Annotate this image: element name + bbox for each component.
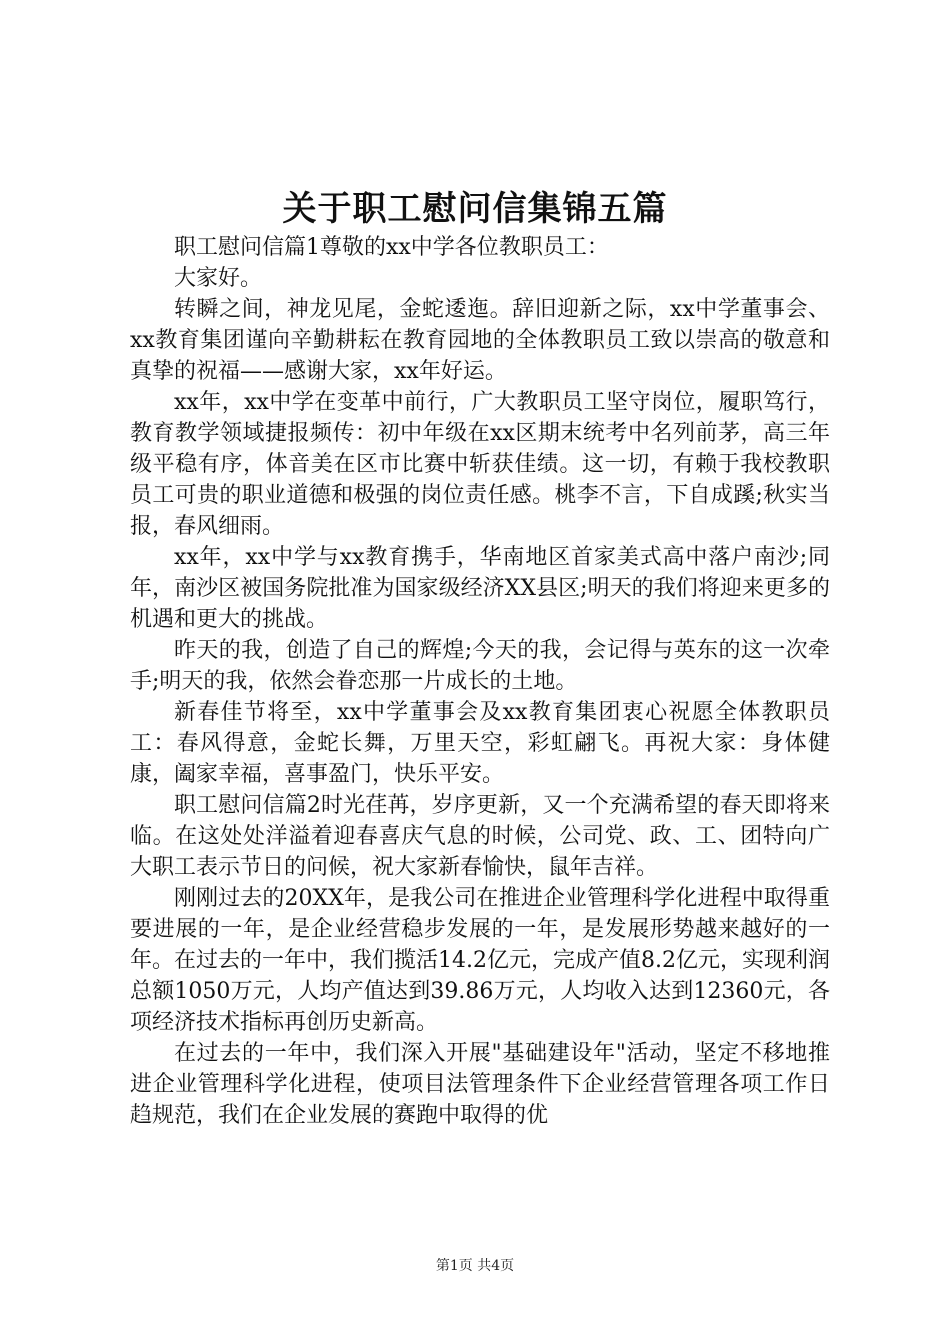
paragraph: xx年，xx中学在变革中前行，广大教职员工坚守岗位，履职笃行，教育教学领域捷报频传：初中年级在xx区期末统考中名列前茅，高三年级平稳有序，体音美在区市比赛中斩获佳绩。这一切，有赖于我校教职员工可贵的职业道德和极强的岗位责任感。桃李不言，下自成蹊;秋实当报，春风细雨。 [130, 390, 830, 539]
paragraph: xx年，xx中学与xx教育携手，华南地区首家美式高中落户南沙;同年，南沙区被国务院批准为国家级经济XX县区;明天的我们将迎来更多的机遇和更大的挑战。 [130, 545, 830, 632]
paragraph: 在过去的一年中，我们深入开展"基础建设年"活动，坚定不移地推进企业管理科学化进程，使项目法管理条件下企业经营管理各项工作日趋规范，我们在企业发展的赛跑中取得的优 [130, 1041, 830, 1128]
paragraph: 转瞬之间，神龙见尾，金蛇逶迤。辞旧迎新之际，xx中学董事会、xx教育集团谨向辛勤耕耘在教育园地的全体教职员工致以崇高的敬意和真挚的祝福——感谢大家，xx年好运。 [130, 297, 830, 384]
document-body [130, 232, 830, 1131]
paragraph: 新春佳节将至，xx中学董事会及xx教育集团衷心祝愿全体教职员工：春风得意，金蛇长舞，万里天空，彩虹翩飞。再祝大家：身体健康，阖家幸福，喜事盈门，快乐平安。 [130, 700, 830, 787]
paragraph: 大家好。 [174, 266, 263, 291]
document-title: 关于职工慰问信集锦五篇 [282, 189, 668, 229]
paragraph: 职工慰问信篇2时光荏苒，岁序更新，又一个充满希望的春天即将来临。在这处处洋溢着迎春喜庆气息的时候，公司党、政、工、团特向广大职工表示节日的问候，祝大家新春愉快，鼠年吉祥。 [130, 793, 830, 880]
paragraph: 昨天的我，创造了自己的辉煌;今天的我，会记得与英东的这一次牵手;明天的我，依然会眷恋那一片成长的土地。 [130, 638, 830, 694]
paragraph: 刚刚过去的20XX年，是我公司在推进企业管理科学化进程中取得重要进展的一年，是企业经营稳步发展的一年，是发展形势越来越好的一年。在过去的一年中，我们揽活14.2亿元，完成产值8.2亿元，实现利润总额1050万元，人均产值达到39.86万元，人均收入达到12360元，各项经济技术指标再创历史新高。 [130, 886, 830, 1035]
paragraph: 职工慰问信篇1尊敬的xx中学各位教职员工： [174, 235, 609, 260]
page-number-footer: 第1页 共4页 [435, 1258, 515, 1274]
